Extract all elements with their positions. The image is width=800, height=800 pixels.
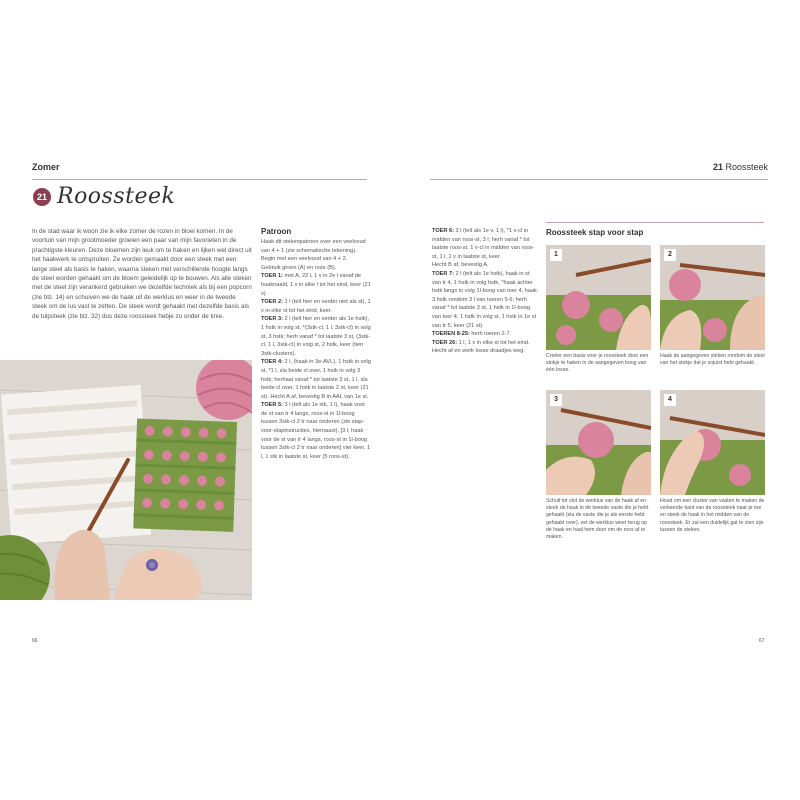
intro-text: In de stad waar ik woon zie ik elke zomer de rozen in bloei komen. In de voortuin van mijn grootmoeder groeien een paar van mijn favorieten in de prachtigste kleuren. Deze bloemen zijn leuk om te haken en lijken wel direct uit het haakwerk te ontspruiten. Ze worden gemaakt door een steek met een lange steel als basis te haken, waarna steken met verschillende hoogte langs de steel worden gehaakt om de bloem geleidelijk op te bouwen. Als alle steken met de steel zijn verankerd gebruiken we dezelfde techniek als bij een popcorn (zie blz. 14) en schuiven we de haak uit de werklus en weer in de tweede steek om de lus vast te zetten. De steek wordt gehaakt met dezelfde basis als de tulpsteek (zie blz. 32) dus deze roossteek hebje zo onder de knie. (32, 228, 252, 320)
step-3-caption: Schuif tot slot de werklus van de haak af en steek de haak in de tweede vaste die je hebt gehaakt (sla de vaste die je als eerste hebt gehaakt over), zet de werklus weer terug op de haak en haal hem door om de roos af te maken. (546, 498, 649, 541)
step-4-caption: Houd om een cluster van vasten te maken de verkeerde kant van de roossteek naar je toe en steek de haak in het midden van de roossteek. Er zal een duidelijk gat te zien zijn tussen de steken. (660, 498, 765, 533)
steps-heading: Roossteek stap voor stap (546, 228, 644, 237)
right-header-rule (430, 179, 768, 180)
pattern-row: TOER 1: met A, 22 l, 1 v in 2e l vanaf de haaknaald, 1 v in elke l tot het eind, keer (21 v). (261, 273, 371, 297)
pattern-line: Haak dit stekenpatroon over een veelvoud van 4 + 1 (zie schematische tekening). (261, 239, 366, 254)
step-1-photo (546, 245, 651, 350)
step-1-caption: Creëer een basis voor je roossteek door een stokje te haken in de aangegeven boog van één losse. (546, 353, 649, 374)
right-page-number: 67 (759, 638, 765, 644)
right-section-title: Roossteek (725, 162, 768, 172)
right-section-number: 21 (712, 162, 723, 172)
pattern-line: Hecht B af, bevestig A. (432, 262, 489, 269)
page-title: Roossteek (57, 184, 176, 209)
pattern-row: TOEREN 8-25: herh toeren 2-7. (432, 331, 512, 338)
step-4-photo (660, 390, 765, 495)
left-page-number: 66 (32, 638, 38, 644)
swatch-photo (0, 360, 252, 600)
pattern-row: TOER 5: 3 l (telt als 1e stk, 1 l), haak voor de st van tr 4 langs, roos-st in 1l-boog tussen 3stk-cl 2 tr naar onderen (zie stap-voor-stapinstructies, hiernaast), [3 l, haak voor de st van tr 4 langs, roos-st in 1l-boog tussen 3stk-cl 2 tr naar onderen] vier keer, 1 l, 1 stk in laatste st, keer (5 roos-st). (261, 402, 371, 460)
pattern-heading: Patroon (261, 227, 292, 236)
step-1-number: 1 (550, 249, 562, 261)
step-2-number: 2 (664, 249, 676, 261)
swatch-photo-illustration (0, 360, 252, 600)
steps-rule (546, 222, 764, 223)
right-section-header (700, 162, 768, 172)
step-4-number: 4 (664, 394, 676, 406)
pattern-row: TOER 26: 1 l, 1 v in elke st tot het eind. (432, 339, 530, 346)
pattern-row: TOER 2: 1 l (telt hier en verder niet als st), 1 v in elke st tot het eind, keer. (261, 299, 371, 314)
chapter-number-badge: 21 (33, 188, 51, 206)
pattern-list-continued (432, 227, 540, 356)
step-2-photo (660, 245, 765, 350)
step-2-caption: Haak de aangegeven steken rondom de steel van het stokje dat je zojuist hebt gehaakt. (660, 353, 765, 367)
pattern-row: TOER 4: 2 l, (haak in 3e-AVL), 1 hstk in volg st, *1 l, sla beide cl over, 1 hstk in volg 3 hstk; herhaal vanaf * tot laatste 3 st, 1 l, sla beide cl over, 1 hstk in laatste 2 st, keer (21 st). Hecht A af, bevestig B in AAL van 1e st. (261, 359, 371, 400)
pattern-row: TOER 7: 2 l (telt als 1e hstk), haak in st van tr 4, 1 hstk in volg hstk, *haak achter hstk langs in volg 1l-boog van toer 4, haak 3 hstk rondom 3 l van toeren 5-6; herh vanaf * tot laatste 3 st, 1 hstk in 1l-boog van toer 4, 1 hstk in volg st, 1 hstk in 1e st van tr 5, keer (21 st). (432, 270, 537, 329)
pattern-line: Hecht af en werk losse draadjes weg. (432, 348, 525, 355)
pattern-row: TOER 3: 2 l (telt hier en verder als 1e hstk), 1 hstk in volg st, *(3stk-cl, 1 l, 3stk-cl) in volg st, 3 hstk; herh vanaf * tot laatste 3 st, (3stk-cl, 1 l, 3stk-cl) in volg st, 2 hstk, keer (tien 3stk-clusters). (261, 316, 371, 357)
intro-paragraph (32, 227, 252, 321)
pattern-list (261, 238, 371, 461)
pattern-row: TOER 6: 3 l (telt als 1e v, 1 l), *1 v-cl in midden van roos-st, 3 l; herh vanaf * tot laatste roos-st, 1 v-cl in midden van roos-st, 1 l, 1 v in laatste st, keer. (432, 228, 535, 260)
pattern-line: Gebruik groen (A) en roze (B). (261, 264, 337, 271)
step-3-number: 3 (550, 394, 562, 406)
left-section-header: Zomer (32, 162, 60, 172)
step-3-photo (546, 390, 651, 495)
pattern-line: Begin met een veelvoud van 4 + 2. (261, 256, 348, 263)
left-header-rule (32, 179, 367, 180)
